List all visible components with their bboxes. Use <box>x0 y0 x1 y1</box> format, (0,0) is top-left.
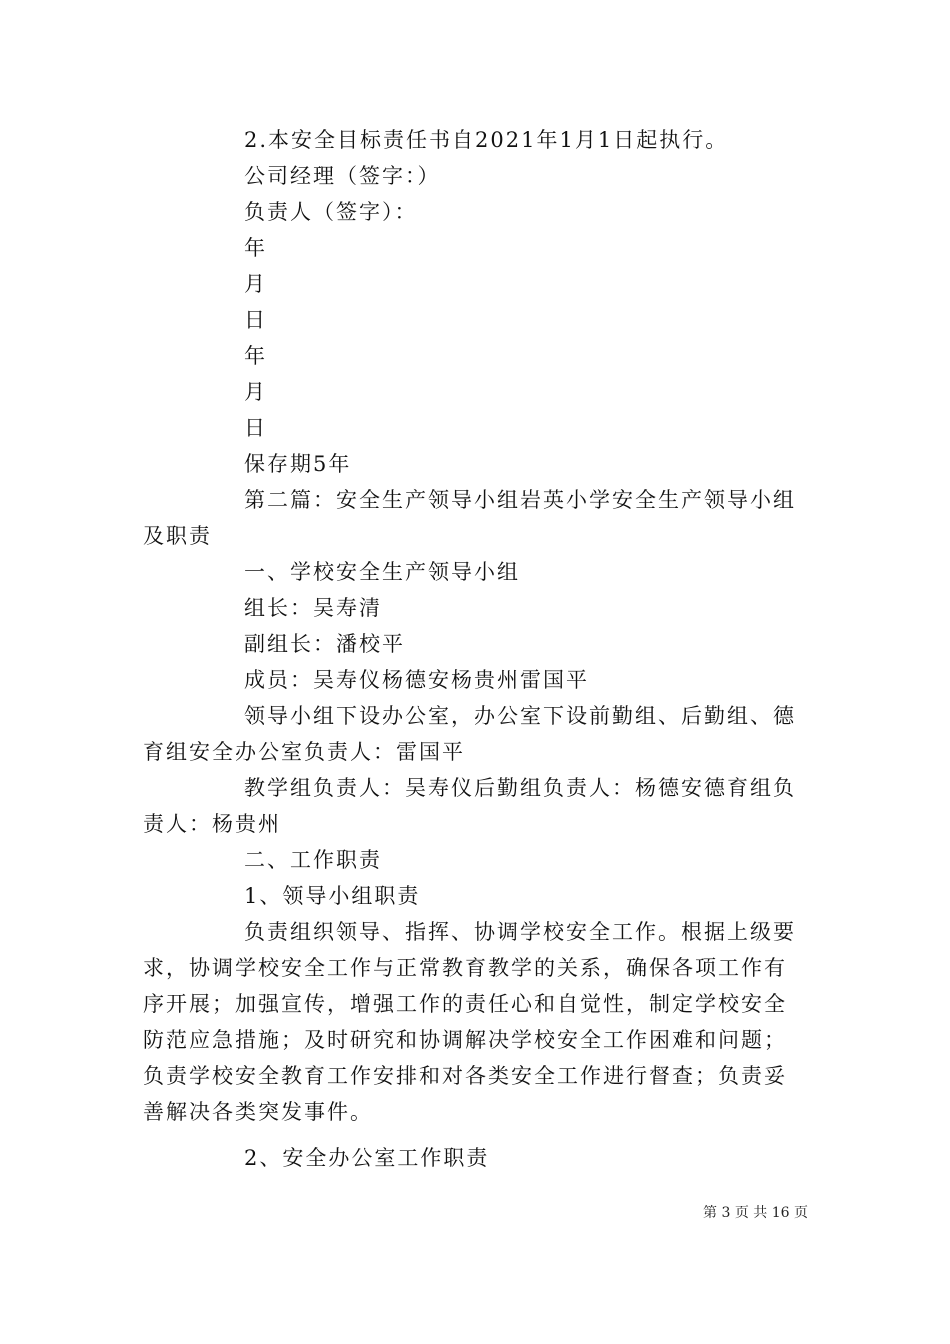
paragraph-effective-date: 2.本安全目标责任书自2021年1月1日起执行。 <box>244 128 729 152</box>
paragraph-group-leader: 组长：吴寿清 <box>244 596 382 620</box>
heading-safety-office-duties: 2、安全办公室工作职责 <box>244 1146 490 1170</box>
paragraph-day-2: 日 <box>244 416 267 440</box>
paragraph-responsible-signature: 负责人（签字）： <box>244 200 418 224</box>
paragraph-month-2: 月 <box>244 380 267 404</box>
heading-work-duties: 二、工作职责 <box>244 848 382 872</box>
paragraph-office-setup: 领导小组下设办公室，办公室下设前勤组、后勤组、德育组安全办公室负责人：雷国平 <box>143 704 796 764</box>
paragraph-members: 成员：吴寿仪杨德安杨贵州雷国平 <box>244 668 589 692</box>
paragraph-manager-signature: 公司经理（签字：） <box>244 164 441 188</box>
paragraph-group-heads: 教学组负责人：吴寿仪后勤组负责人：杨德安德育组负责人：杨贵州 <box>143 776 796 836</box>
heading-leadership-duties: 1、领导小组职责 <box>244 884 421 908</box>
page-number-footer: 第 3 页 共 16 页 <box>703 1205 808 1221</box>
paragraph-retention: 保存期5年 <box>244 452 352 476</box>
paragraph-day-1: 日 <box>244 308 267 332</box>
paragraph-year-2: 年 <box>244 344 267 368</box>
section-title-part-two: 第二篇：安全生产领导小组岩英小学安全生产领导小组及职责 <box>143 488 796 548</box>
paragraph-deputy-leader: 副组长：潘校平 <box>244 632 405 656</box>
paragraph-month-1: 月 <box>244 272 267 296</box>
paragraph-year-1: 年 <box>244 236 267 260</box>
paragraph-leadership-duties-body: 负责组织领导、指挥、协调学校安全工作。根据上级要求，协调学校安全工作与正常教育教学的关系，确保各项工作有序开展；加强宣传，增强工作的责任心和自觉性，制定学校安全防范应急措施；及时研究和协调解决学校安全工作困难和问题；负责学校安全教育工作安排和对各类安全工作进行督查；负责妥善解决各类突发事件。 <box>143 920 796 1124</box>
heading-leadership-group: 一、学校安全生产领导小组 <box>244 560 520 584</box>
